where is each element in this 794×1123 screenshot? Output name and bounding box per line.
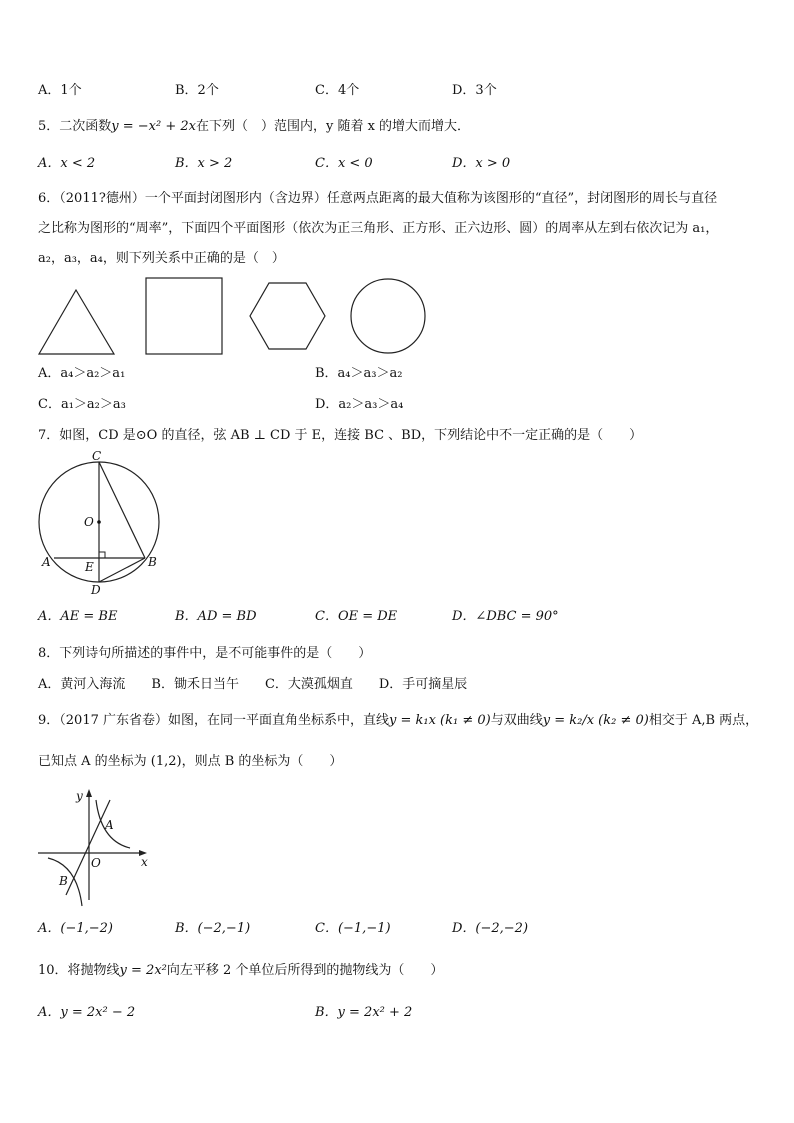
q9-stem-mid: 与双曲线 (490, 713, 543, 728)
line-through-origin (66, 800, 110, 895)
q8-stem: 8．下列诗句所描述的事件中，是不可能事件的是（ ） (38, 646, 372, 661)
q9-option-c: C．(−1,−1) (315, 921, 391, 936)
q4-option-c: C．4个 (315, 83, 360, 98)
q4-option-a: A．1个 (38, 83, 82, 98)
label-d: D (91, 583, 101, 597)
q6-option-b: B．a₄＞a₃＞a₂ (315, 366, 403, 381)
q9-stem-line2: 已知点 A 的坐标为 (1,2)，则点 B 的坐标为（ ） (38, 754, 343, 769)
q4-option-d: D．3个 (452, 83, 497, 98)
label-o: O (91, 856, 101, 870)
label-e: E (85, 560, 94, 574)
q6-stem-line2: 之比称为图形的“周率”，下面四个平面图形（依次为正三角形、正方形、正六边形、圆）的周率从左到右依次记为 a₁， (38, 221, 719, 236)
q10-stem-post: 向左平移 2 个单位后所得到的抛物线为（ ） (166, 963, 444, 978)
q9-option-a: A．(−1,−2) (38, 921, 113, 936)
q10-option-b: B．y = 2x² + 2 (315, 1005, 413, 1020)
q5-stem-post: 在下列（ ）范围内，y 随着 x 的增大而增大． (195, 119, 471, 134)
q10-option-a: A．y = 2x² − 2 (38, 1005, 136, 1020)
q9-formula-hyperbola: y = k₂/x (k₂ ≠ 0) (542, 713, 649, 728)
label-y: y (76, 789, 83, 803)
q9-stem-pre: 9．（2017 广东省卷）如图，在同一平面直角坐标系中，直线 (38, 713, 389, 728)
q6-option-d: D．a₂＞a₃＞a₄ (315, 397, 404, 412)
q10-stem (38, 962, 443, 980)
q5-option-c: C．x < 0 (315, 156, 373, 171)
label-a: A (105, 818, 114, 832)
q10-formula: y = 2x² (119, 963, 167, 978)
q7-option-c: C．OE = DE (315, 609, 398, 624)
q6-stem-line1: 6．（2011?德州）一个平面封闭图形内（含边界）任意两点距离的最大值称为该图形的“直径”，封闭图形的周长与直径 (38, 191, 718, 206)
label-o: O (84, 515, 94, 529)
q10-stem-pre: 10．将抛物线 (38, 963, 120, 978)
q5-formula: y = −x² + 2x (111, 119, 196, 134)
q6-option-c: C．a₁＞a₂＞a₃ (38, 397, 126, 412)
label-c: C (92, 449, 102, 463)
y-axis-arrow (86, 789, 92, 797)
q9-option-b: B．(−2,−1) (175, 921, 251, 936)
q6-stem-line3: a₂，a₃，a₄，则下列关系中正确的是（ ） (38, 251, 285, 266)
q5-option-a: A．x < 2 (38, 156, 96, 171)
q9-formula-line: y = k₁x (k₁ ≠ 0) (389, 713, 491, 728)
q5-option-b: B．x > 2 (175, 156, 233, 171)
q4-option-b: B．2个 (175, 83, 219, 98)
q9-option-d: D．(−2,−2) (452, 921, 529, 936)
q7-stem: 7．如图，CD 是⊙O 的直径，弦 AB ⊥ CD 于 E，连接 BC 、BD，下列结论中不一定正确的是（ ） (38, 428, 643, 443)
q6-option-a: A．a₄＞a₂＞a₁ (38, 366, 126, 381)
q9-stem-post: 相交于 A,B 两点， (648, 713, 759, 728)
q5-option-d: D．x > 0 (452, 156, 511, 171)
q7-option-a: A．AE = BE (38, 609, 118, 624)
label-x: x (141, 855, 148, 869)
q7-option-b: B．AD = BD (175, 609, 257, 624)
label-b: B (148, 555, 157, 569)
q7-option-d: D．∠DBC = 90° (452, 609, 559, 624)
q8-options: A．黄河入海流 B．锄禾日当午 C．大漠孤烟直 D．手可摘星辰 (38, 677, 468, 692)
label-a: A (42, 555, 51, 569)
q5-stem-pre: 5．二次函数 (38, 119, 112, 134)
label-b: B (59, 874, 68, 888)
